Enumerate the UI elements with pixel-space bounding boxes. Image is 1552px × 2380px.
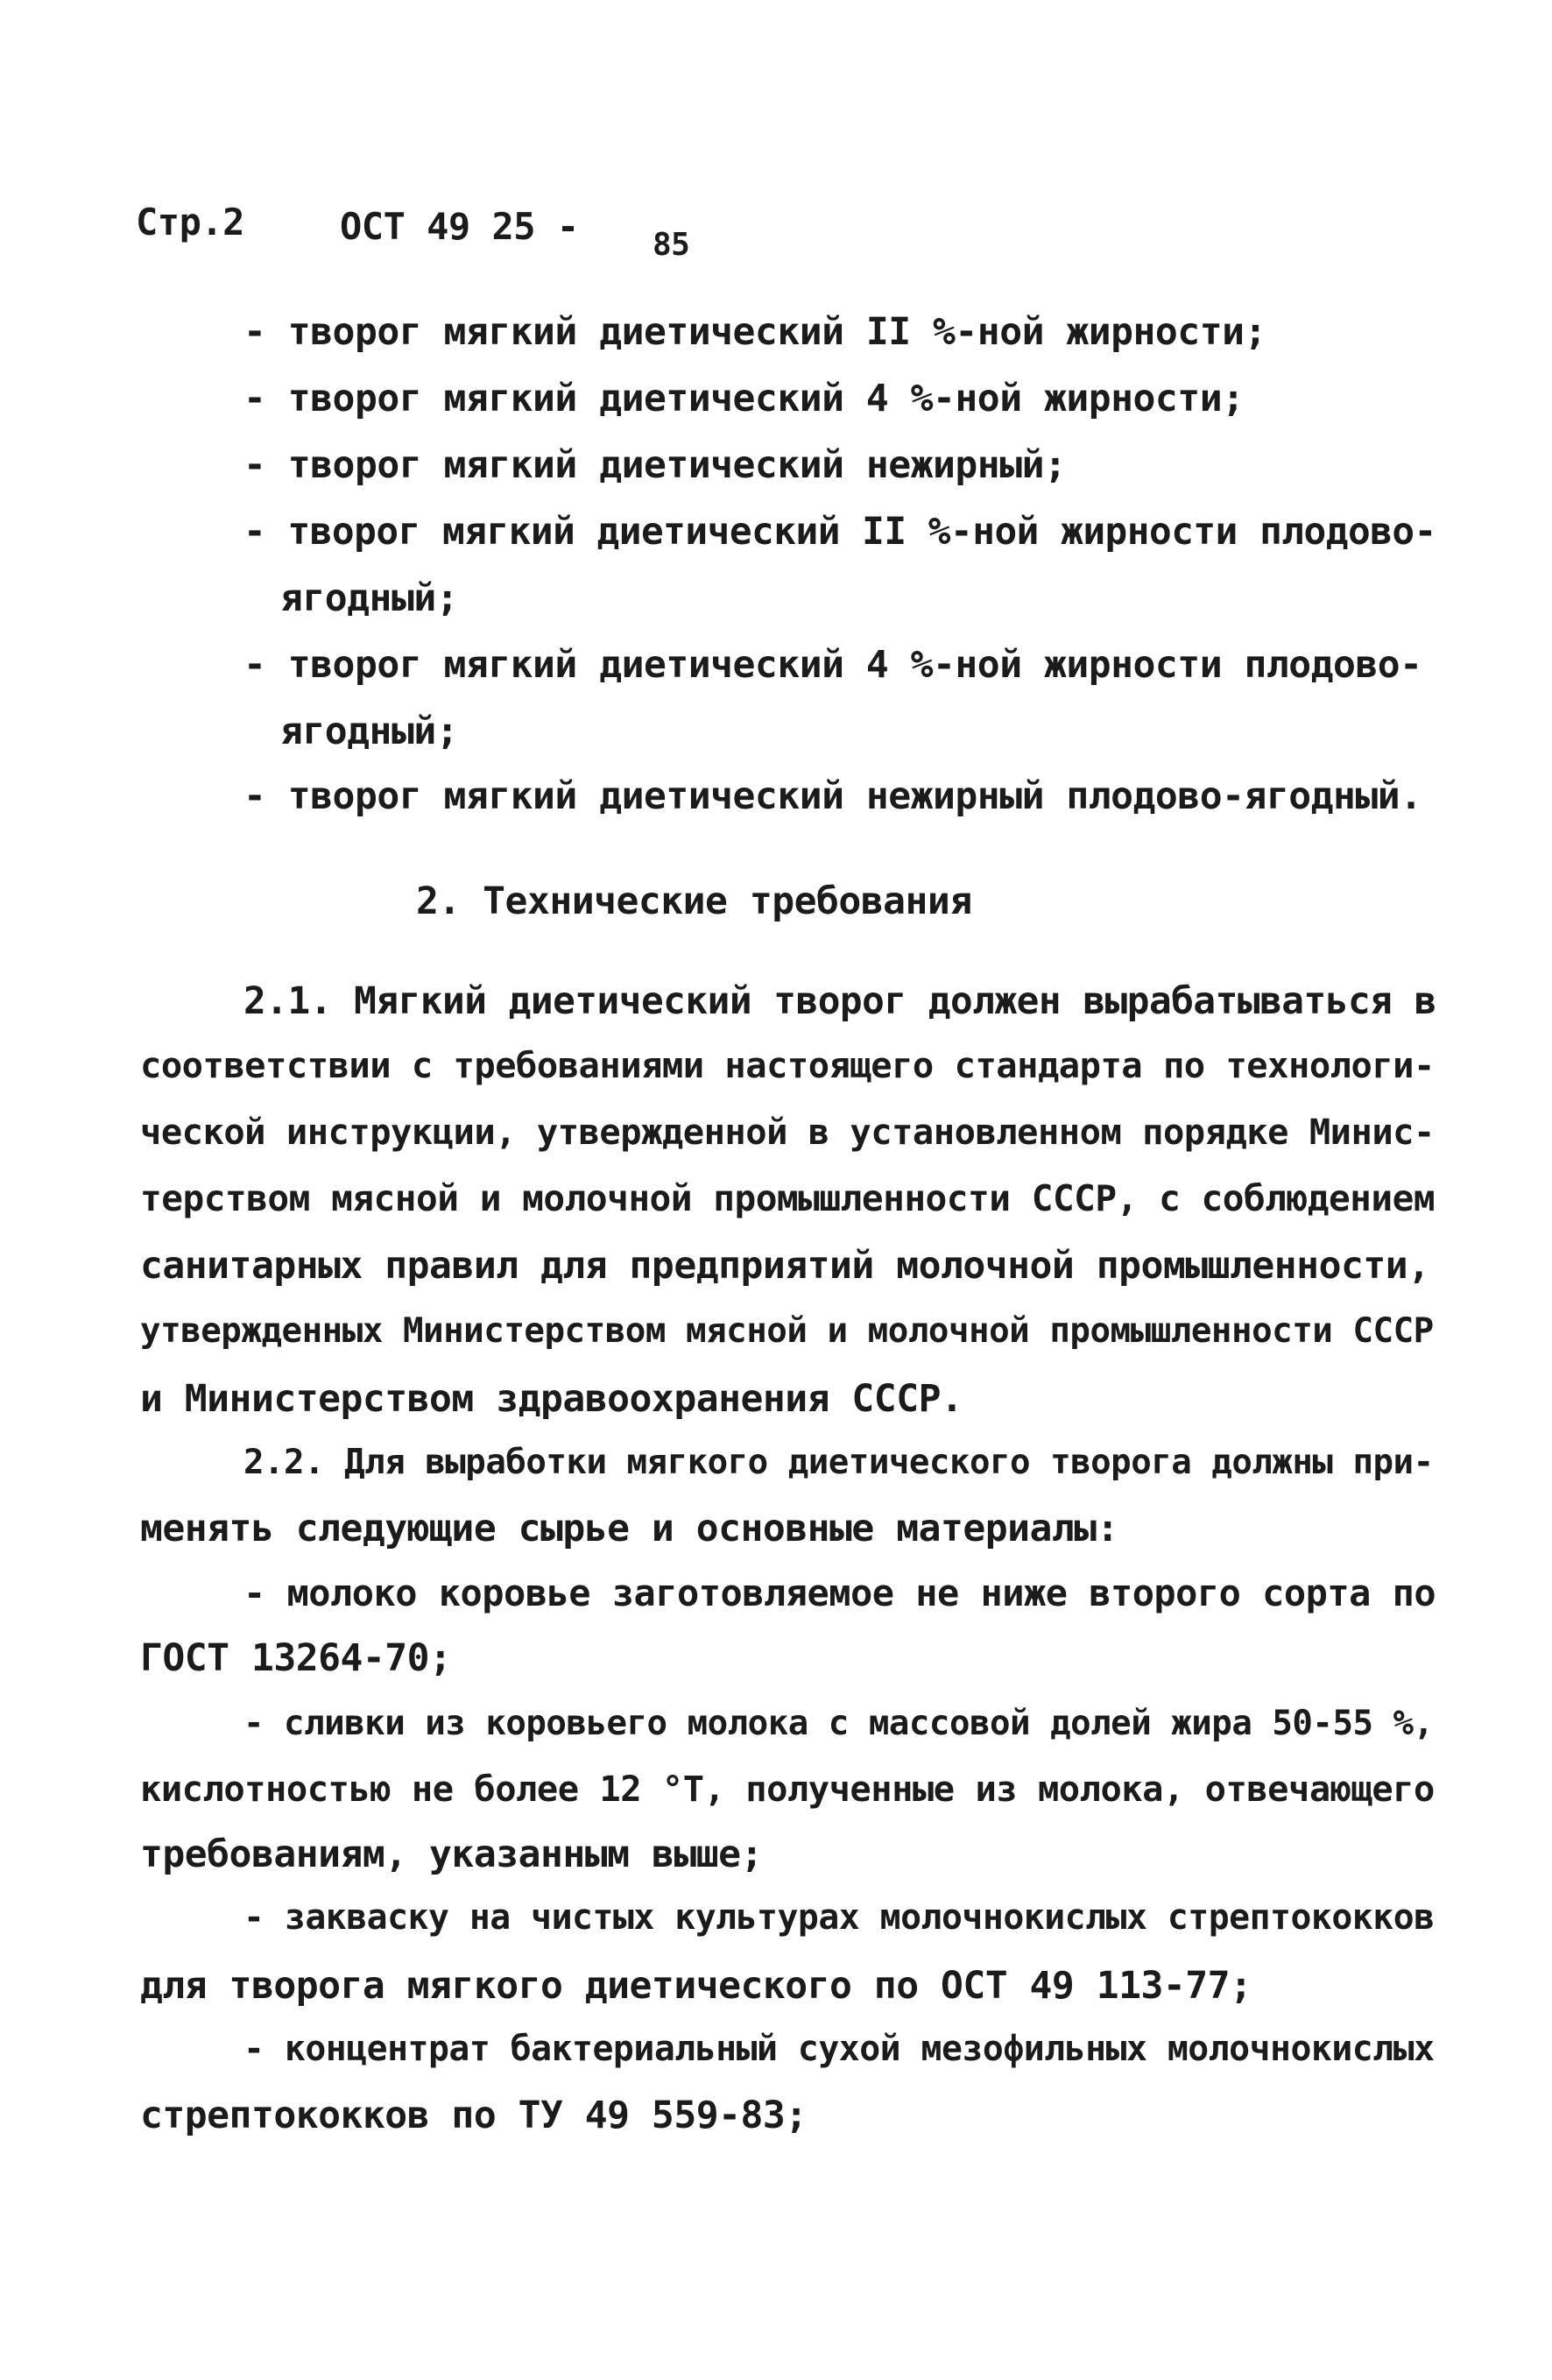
paragraph-line: утвержденных Министерством мясной и молочной промышленности СССР: [140, 1311, 1434, 1351]
paragraph-line: для творога мягкого диетического по ОСТ 49 113-77;: [140, 1964, 1252, 2008]
list-item: - творог мягкий диетический 4 %-ной жирности;: [243, 377, 1245, 420]
paragraph-line: - молоко коровье заготовляемое не ниже второго сорта по: [243, 1571, 1436, 1614]
list-item: - творог мягкий диетический II %-ной жирности плодово-: [243, 510, 1436, 554]
paragraph-line: требованиям, указанным выше;: [140, 1833, 763, 1876]
list-item: - творог мягкий диетический 4 %-ной жирности плодово-: [243, 643, 1422, 687]
paragraph-line: - концентрат бактериальный сухой мезофильных молочнокислых: [243, 2029, 1435, 2069]
list-item: - творог мягкий диетический II %-ной жирности;: [243, 310, 1266, 354]
paragraph-line: терством мясной и молочной промышленности СССР, с соблюдением: [140, 1177, 1436, 1219]
paragraph-line: ГОСТ 13264-70;: [140, 1636, 452, 1680]
section-title: 2. Технические требования: [416, 879, 972, 923]
list-item: - творог мягкий диетический нежирный плодово-ягодный.: [243, 774, 1422, 818]
paragraph-line: - сливки из коровьего молока с массовой долей жира 50-55 %,: [243, 1704, 1434, 1743]
list-item: - творог мягкий диетический нежирный;: [243, 443, 1067, 487]
paragraph-line: соответствии с требованиями настоящего стандарта по технологи-: [140, 1044, 1435, 1086]
standard-year: 85: [653, 227, 690, 263]
paragraph-line: и Министерством здравоохранения СССР.: [140, 1377, 963, 1421]
paragraph-line: 2.2. Для выработки мягкого диетического творога должны при-: [243, 1443, 1434, 1482]
list-item-continuation: ягодный;: [280, 576, 459, 620]
paragraph-line: санитарных правил для предприятий молочной промышленности,: [140, 1244, 1430, 1288]
page-number: Стр.2: [136, 201, 244, 244]
paragraph-line: менять следующие сырье и основные материалы:: [140, 1507, 1119, 1550]
standard-code: ОСТ 49 25 -: [340, 205, 579, 248]
paragraph-line: 2.1. Мягкий диетический творог должен вырабатываться в: [243, 979, 1436, 1023]
paragraph-line: кислотностью не более 12 °Т, полученные из молока, отвечающего: [140, 1768, 1435, 1810]
list-item-continuation: ягодный;: [280, 710, 459, 753]
paragraph-line: стрептококков по ТУ 49 559-83;: [140, 2094, 808, 2137]
paragraph-line: ческой инструкции, утвержденной в установленном порядке Минис-: [140, 1111, 1435, 1153]
paragraph-line: - закваску на чистых культурах молочнокислых стрептококков: [243, 1897, 1435, 1938]
